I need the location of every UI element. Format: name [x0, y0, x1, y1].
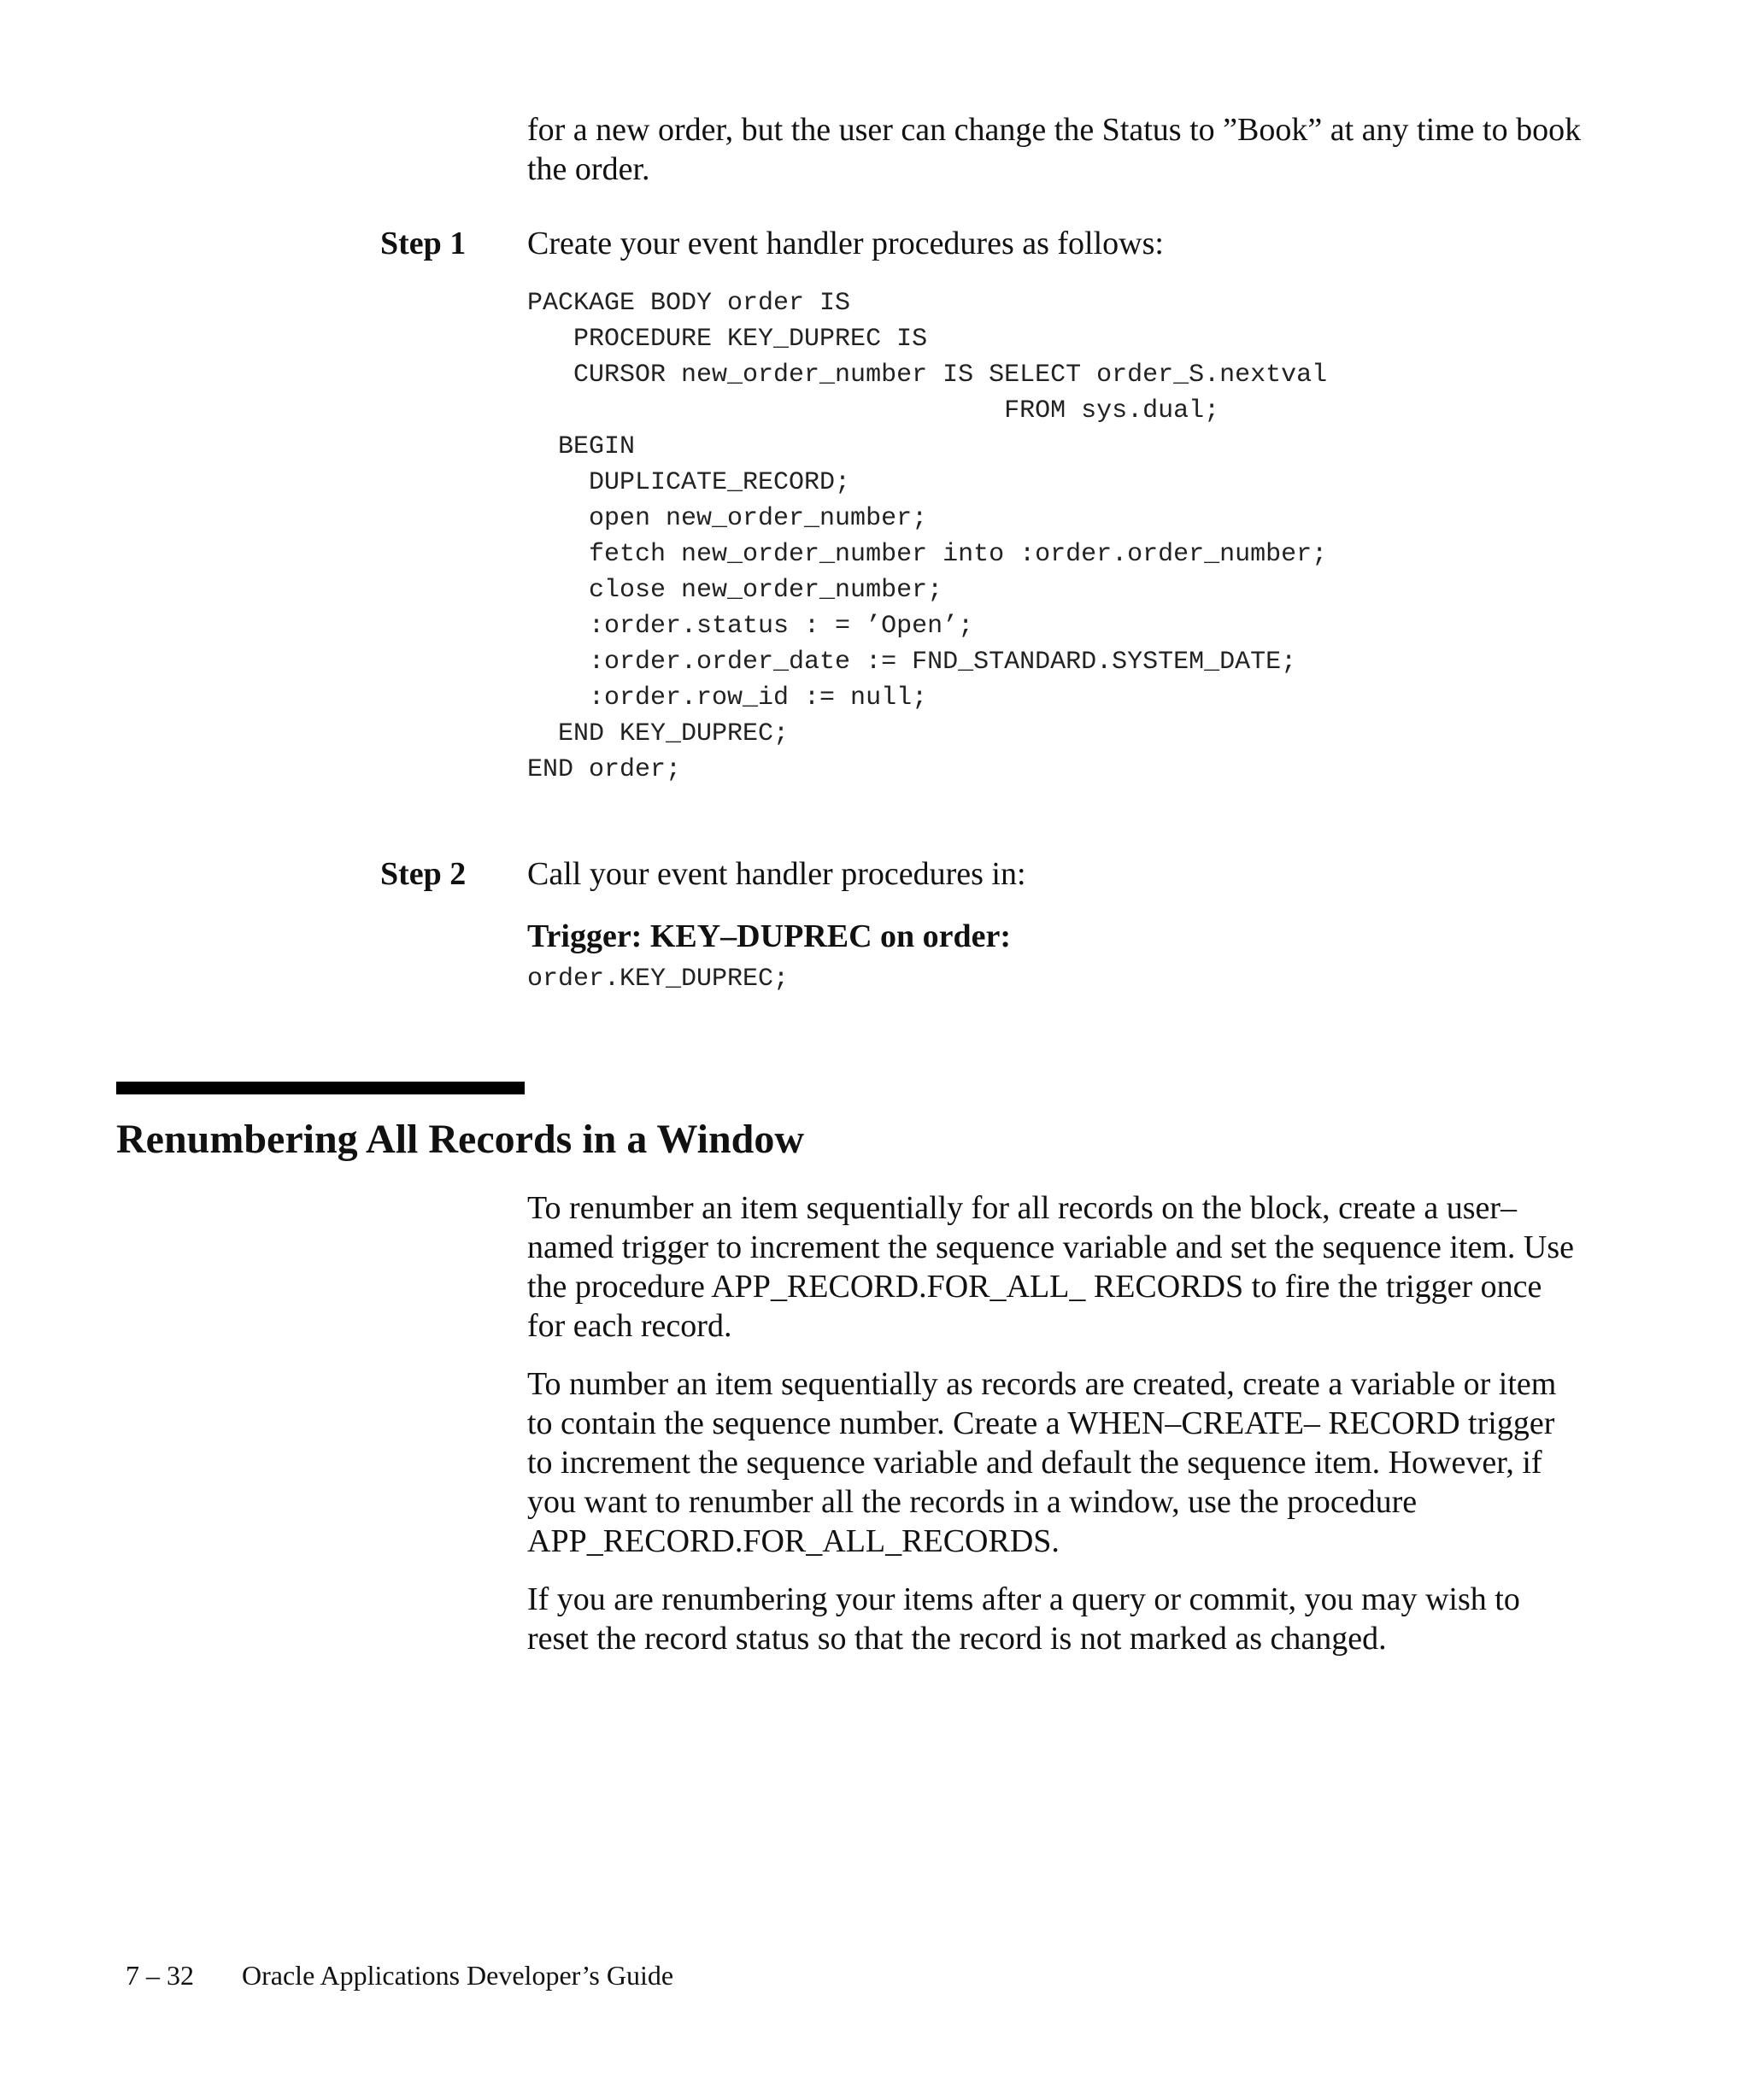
step-2-label: Step 2: [380, 856, 467, 892]
footer-page-number: 7 – 32: [126, 1960, 194, 1991]
step-2-text: Call your event handler procedures in:: [527, 856, 1026, 892]
section-rule: [116, 1082, 525, 1094]
step-1-code-block: PACKAGE BODY order IS PROCEDURE KEY_DUPREC IS CURSOR new_order_number IS SELECT order_S.nextval FROM sys.dual; BEGIN DUPLICATE_RECORD; open new_order_number; fetch new_order_number into :order.order_number; close new_order_number; :order.status : = ’Open’; :order.order_date := FND_STANDARD.SYSTEM_DATE; :order.row_id := null; END KEY_DUPREC; END order;: [527, 289, 1328, 784]
section-paragraph-1: To renumber an item sequentially for all records on the block, create a user–named trigger to increment the sequence variable and set the sequence item. Use the procedure APP_RECORD.FOR_ALL_ RECORDS to fire the trigger once for each record.: [527, 1190, 1574, 1344]
footer-book-title: Oracle Applications Developer’s Guide: [242, 1960, 674, 1991]
step-1-label: Step 1: [380, 226, 467, 261]
step-1-text: Create your event handler procedures as follows:: [527, 226, 1164, 261]
intro-paragraph: for a new order, but the user can change the Status to ”Book” at any time to book the order.: [527, 112, 1582, 187]
step-2-code-block: order.KEY_DUPREC;: [527, 965, 790, 994]
section-paragraph-2: To number an item sequentially as records are created, create a variable or item to contain the sequence number. Create a WHEN–CREATE– RECORD trigger to increment the sequence variable and default the sequence item. However, if you want to renumber all the records in a window, use the procedure APP_RECORD.FOR_ALL_RECORDS.: [527, 1366, 1557, 1559]
section-paragraph-3: If you are renumbering your items after a query or commit, you may wish to reset the record status so that the record is not marked as changed.: [527, 1581, 1520, 1657]
section-title: Renumbering All Records in a Window: [116, 1117, 805, 1162]
trigger-heading: Trigger: KEY–DUPREC on order:: [527, 918, 1012, 954]
